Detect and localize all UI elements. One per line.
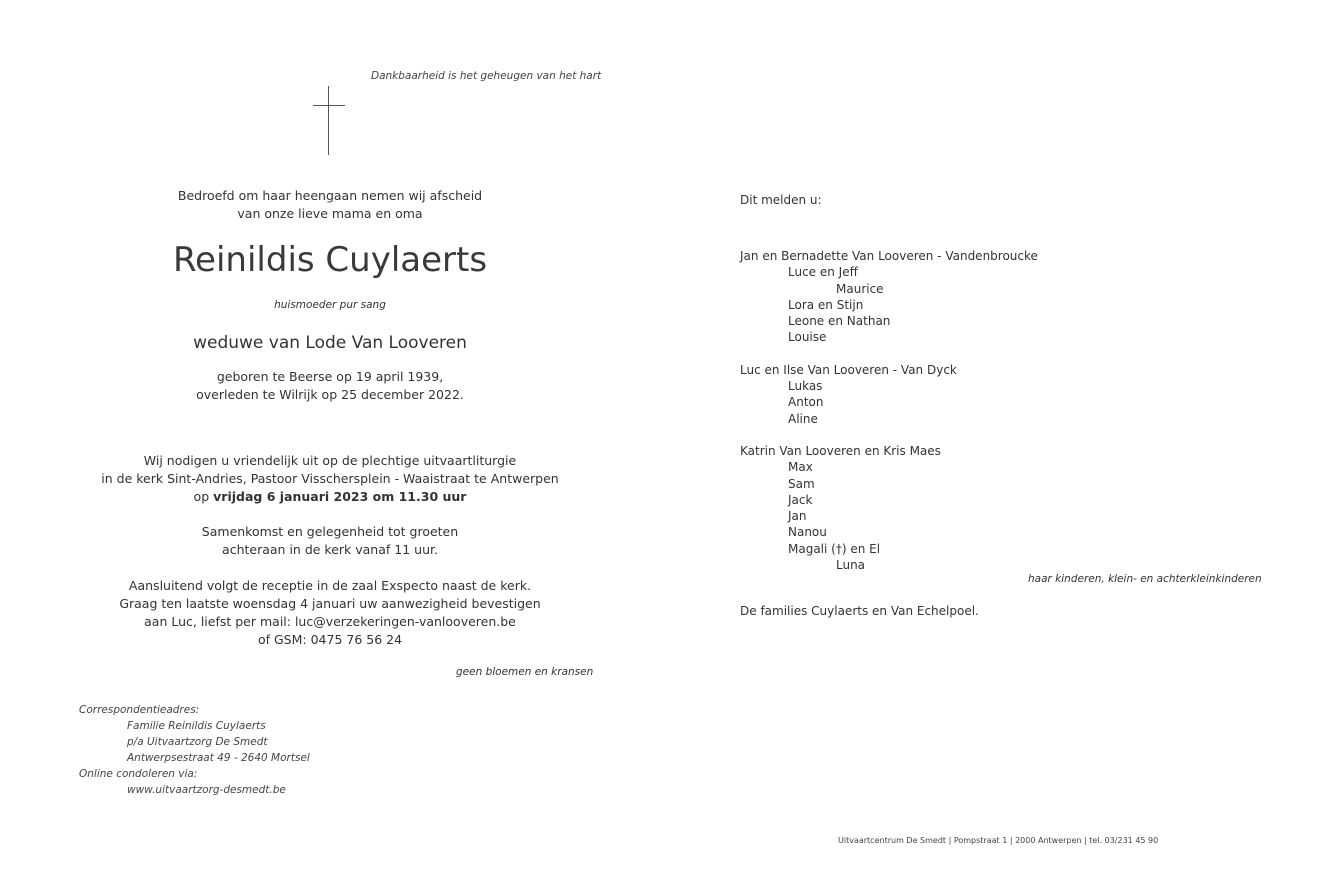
family-member: Louise: [788, 330, 827, 345]
deceased-name: Reinildis Cuylaerts: [172, 240, 488, 280]
reception-line: Aansluitend volgt de receptie in de zaal Exspecto naast de kerk.: [128, 578, 532, 593]
family-member: Sam: [788, 476, 815, 491]
family-member: Aline: [788, 411, 818, 426]
reception-line: Graag ten laatste woensdag 4 januari uw aanwezigheid bevestigen: [119, 596, 541, 611]
reception-phone-line: of GSM: 0475 76 56 24: [257, 632, 403, 647]
invitation-date: vrijdag 6 januari 2023 om 11.30 uur: [213, 489, 467, 504]
family-member: Lora en Stijn: [788, 297, 864, 312]
family-head: Jan en Bernadette Van Looveren - Vandenbroucke: [740, 249, 1038, 263]
family-signature: haar kinderen, klein- en achterkleinkinderen: [1028, 573, 1262, 585]
family-member: Nanou: [788, 525, 827, 540]
intro-line: Bedroefd om haar heengaan nemen wij afscheid: [177, 188, 483, 203]
footer: Uitvaartcentrum De Smedt | Pompstraat 1 | 2000 Antwerpen | tel. 03/231 45 90: [838, 836, 1159, 845]
family-member: Max: [788, 460, 813, 475]
invitation-line: Wij nodigen u vriendelijk uit op de plechtige uitvaartliturgie: [143, 453, 517, 468]
correspondence-block: [79, 702, 310, 798]
family-list: [740, 248, 1038, 573]
announce-label: Dit melden u:: [740, 193, 822, 207]
invitation-date-prefix: op: [193, 489, 210, 504]
family-head: Katrin Van Looveren en Kris Maes: [740, 443, 941, 458]
gathering: [80, 523, 580, 559]
intro-text: [80, 187, 580, 223]
family-member: Jan: [788, 509, 807, 524]
subtitle: huismoeder pur sang: [274, 299, 386, 311]
family-member: Luce en Jeff: [788, 265, 858, 280]
cross-vertical: [328, 86, 329, 155]
closing-families: De families Cuylaerts en Van Echelpoel.: [740, 604, 979, 618]
no-flowers-note: geen bloemen en kransen: [456, 666, 594, 678]
widow-line: weduwe van Lode Van Looveren: [193, 333, 467, 353]
family-member: Maurice: [836, 281, 884, 296]
correspondence-label: Correspondentieadres:: [79, 704, 200, 716]
family-head: Luc en Ilse Van Looveren - Van Dyck: [740, 362, 957, 377]
invitation: [80, 452, 580, 506]
family-member: Magali (†) en El: [788, 541, 881, 556]
online-condolence-label: Online condoleren via:: [79, 768, 198, 780]
invitation-date-line: [80, 488, 580, 506]
motto: Dankbaarheid is het geheugen van het hart: [371, 70, 602, 82]
family-member: Lukas: [788, 379, 823, 394]
condolence-website-link[interactable]: www.uitvaartzorg-desmedt.be: [127, 784, 286, 796]
family-member: Anton: [788, 395, 824, 410]
family-member: Luna: [836, 558, 866, 573]
life-dates: [80, 368, 580, 404]
invitation-line: in de kerk Sint-Andries, Pastoor Visschersplein - Waaistraat te Antwerpen: [101, 471, 559, 486]
death-line: overleden te Wilrijk op 25 december 2022.: [196, 387, 464, 402]
cross-horizontal: [313, 105, 345, 106]
reception-email-line: aan Luc, liefst per mail: luc@verzekeringen-vanlooveren.be: [144, 614, 516, 629]
correspondence-line: p/a Uitvaartzorg De Smedt: [127, 736, 268, 748]
gathering-line: Samenkomst en gelegenheid tot groeten: [201, 524, 459, 539]
family-member: Jack: [788, 492, 813, 507]
gathering-line: achteraan in de kerk vanaf 11 uur.: [222, 542, 438, 557]
reception: [80, 577, 580, 649]
intro-line: van onze lieve mama en oma: [237, 206, 423, 221]
correspondence-line: Familie Reinildis Cuylaerts: [127, 720, 266, 732]
correspondence-line: Antwerpsestraat 49 - 2640 Mortsel: [127, 752, 310, 764]
birth-line: geboren te Beerse op 19 april 1939,: [216, 369, 444, 384]
family-member: Leone en Nathan: [788, 314, 891, 329]
